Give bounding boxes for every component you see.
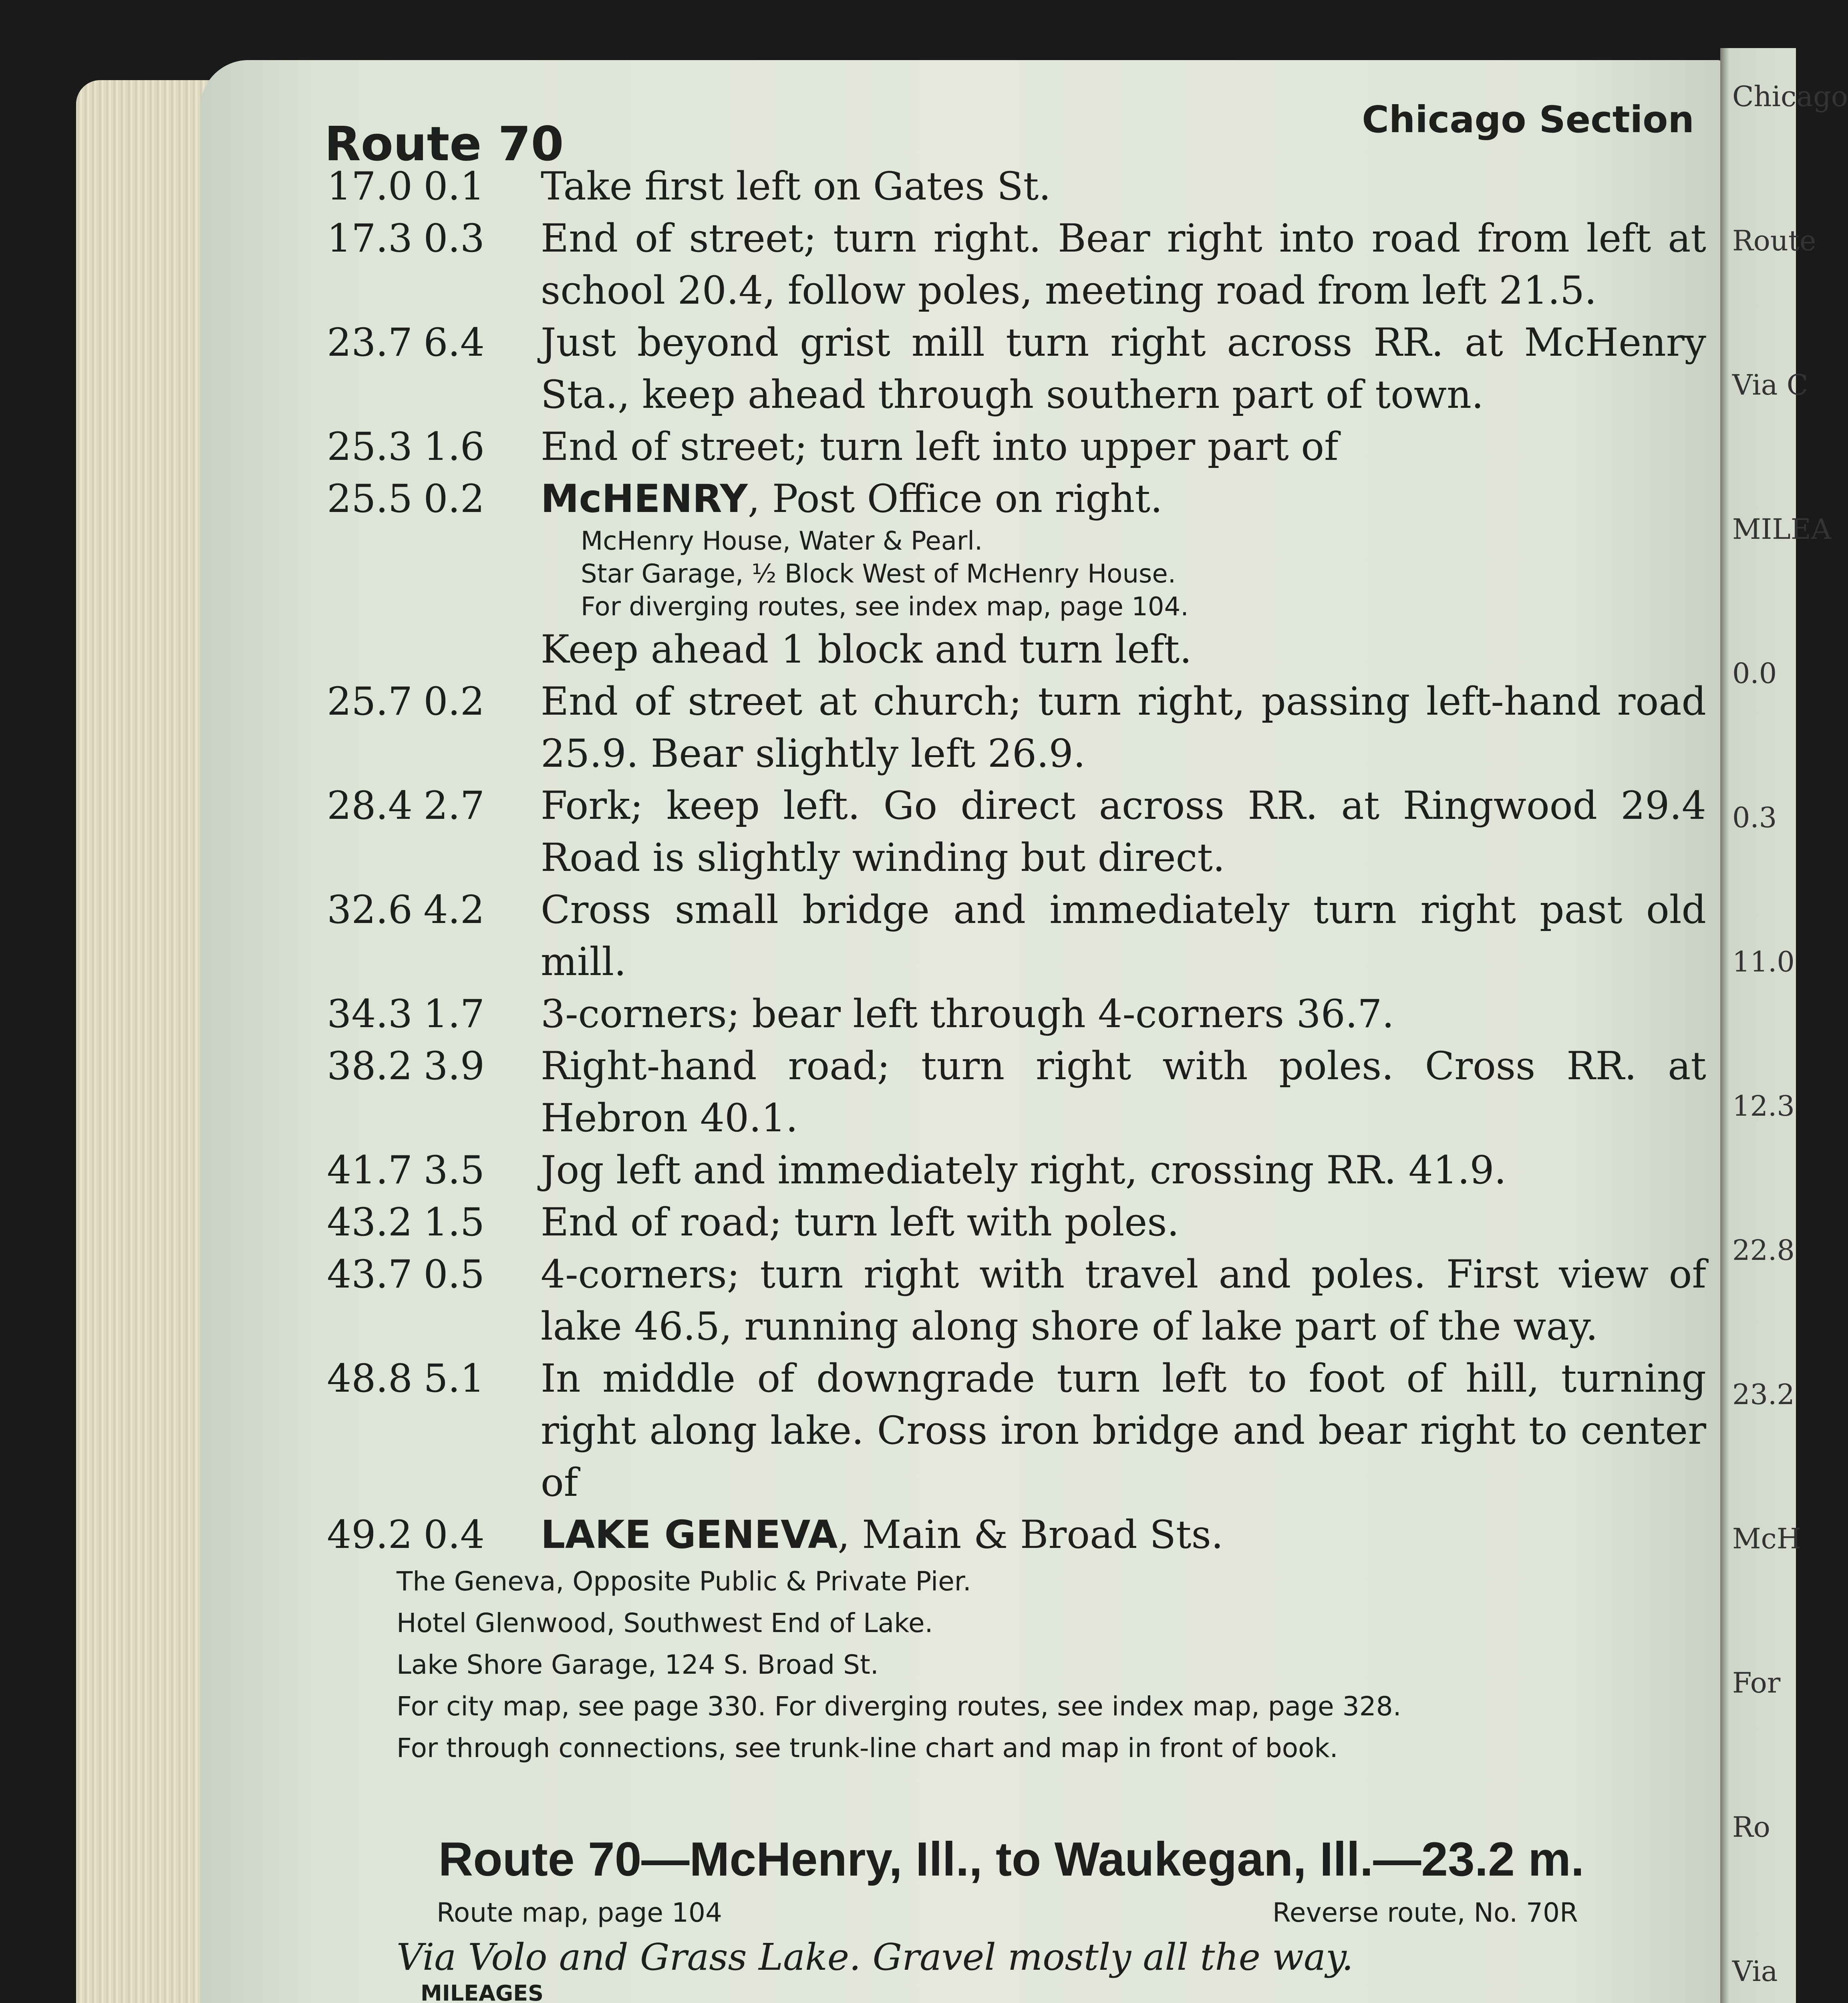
- total-mileage: 32.6: [327, 887, 413, 932]
- note-line: For diverging routes, see index map, page 104.: [581, 592, 1189, 622]
- total-mileage: 43.7: [327, 1252, 413, 1297]
- next-page-sliver: [1720, 48, 1848, 2003]
- next-page-fragment: Chicago: [1732, 80, 1848, 113]
- next-page-fragment: 0.0: [1732, 657, 1777, 690]
- route-map-ref: Route map, page 104: [437, 1897, 722, 1928]
- total-mileage: 48.8: [327, 1356, 413, 1401]
- intermediate-mileage: 5.1: [423, 1356, 485, 1401]
- intermediate-mileage: 0.3: [423, 216, 485, 261]
- intermediate-mileage: 4.2: [423, 887, 485, 932]
- intermediate-mileage: 3.9: [423, 1044, 485, 1088]
- mileage-header: [397, 1981, 1706, 2003]
- note-line: For through connections, see trunk-line chart and map in front of book.: [397, 1733, 1338, 1763]
- note-line: The Geneva, Opposite Public & Private Pier.: [397, 1566, 971, 1597]
- direction-text: Fork; keep left. Go direct across RR. at Ringwood 29.4 Road is slightly winding but direct.: [541, 783, 1706, 880]
- route-entry: [316, 1509, 1706, 1561]
- intermediate-mileage: 3.5: [423, 1148, 485, 1193]
- next-page-fragment: Via C: [1732, 369, 1808, 401]
- total-mileage: 23.7: [327, 320, 413, 365]
- direction-text: End of road; turn left with poles.: [541, 1200, 1180, 1245]
- intermediate-mileage: 1.7: [423, 991, 485, 1036]
- via-line: Via Volo and Grass Lake. Gravel mostly all the way.: [397, 1936, 1353, 1979]
- direction-text: LAKE GENEVA, Main & Broad Sts.: [541, 1512, 1224, 1557]
- intermediate-mileage: 0.4: [423, 1512, 485, 1557]
- intermediate-mileage: 1.5: [423, 1200, 485, 1245]
- mileages-label: MILEAGES: [421, 1981, 544, 2003]
- route-entry: [316, 1040, 1706, 1144]
- direction-text: In middle of downgrade turn left to foot of hill, turning right along lake. Cross iron bridge and bear right to center of: [541, 1356, 1706, 1505]
- total-mileage: 25.7: [327, 679, 413, 724]
- direction-text: Keep ahead 1 block and turn left.: [541, 627, 1192, 672]
- reverse-route-ref: Reverse route, No. 70R: [1272, 1897, 1578, 1928]
- total-mileage: 43.2: [327, 1200, 413, 1245]
- intermediate-mileage: 1.6: [423, 424, 485, 469]
- next-page-fragment: Via: [1732, 1955, 1778, 1988]
- intermediate-mileage: 0.5: [423, 1252, 485, 1297]
- direction-text: Right-hand road; turn right with poles. Cross RR. at Hebron 40.1.: [541, 1044, 1706, 1141]
- total-mileage: 41.7: [327, 1148, 413, 1193]
- route-entry: [316, 1352, 1706, 1509]
- route-entry: [316, 473, 1706, 525]
- note-line: Star Garage, ½ Block West of McHenry House.: [581, 559, 1176, 589]
- total-mileage: 17.0: [327, 164, 413, 209]
- route-entry: [316, 1196, 1706, 1248]
- route-meta: [316, 1889, 1706, 1933]
- route-entry: [316, 1248, 1706, 1352]
- total-mileage: 25.5: [327, 476, 413, 521]
- intermediate-mileage: 0.2: [423, 679, 485, 724]
- page-content: [316, 92, 1706, 2003]
- route-entry: [316, 988, 1706, 1040]
- route-entry: [316, 1144, 1706, 1196]
- note-line: Hotel Glenwood, Southwest End of Lake.: [397, 1608, 933, 1638]
- total-mileage: 28.4: [327, 783, 413, 828]
- page-edges: [76, 80, 220, 2003]
- intermediate-mileage: 2.7: [423, 783, 485, 828]
- direction-text: Cross small bridge and immediately turn right past old mill.: [541, 887, 1706, 984]
- total-mileage: 34.3: [327, 991, 413, 1036]
- next-page-fragment: For: [1732, 1666, 1781, 1699]
- direction-text: End of street; turn right. Bear right into road from left at school 20.4, follow poles, meeting road from left 21.5.: [541, 216, 1706, 313]
- intermediate-mileage: 0.2: [423, 476, 485, 521]
- note-line: McHenry House, Water & Pearl.: [581, 526, 983, 556]
- total-mileage: 25.3: [327, 424, 413, 469]
- route-entry: [316, 675, 1706, 780]
- section-heading: Chicago Section: [1362, 98, 1694, 141]
- intermediate-mileage: 0.1: [423, 164, 485, 209]
- direction-text: 3-corners; bear left through 4-corners 36.7.: [541, 991, 1394, 1036]
- note-line: Lake Shore Garage, 124 S. Broad St.: [397, 1649, 879, 1680]
- route-entry: [316, 884, 1706, 988]
- route-entry: [316, 160, 1706, 212]
- total-mileage: 17.3: [327, 216, 413, 261]
- next-page-fragment: Ro: [1732, 1811, 1770, 1844]
- next-page-fragment: 12.3: [1732, 1090, 1795, 1122]
- direction-text: End of street; turn left into upper part of: [541, 424, 1339, 469]
- intermediate-mileage: 6.4: [423, 320, 485, 365]
- route-entry: [316, 212, 1706, 316]
- route-entry: [316, 316, 1706, 421]
- total-mileage: 38.2: [327, 1044, 413, 1088]
- route-entry: [316, 780, 1706, 884]
- next-page-fragment: 0.3: [1732, 801, 1777, 834]
- next-page-fragment: McH: [1732, 1522, 1801, 1555]
- geneva-notes: [316, 1561, 1706, 1769]
- total-mileage: 49.2: [327, 1512, 413, 1557]
- direction-text: End of street at church; turn right, passing left-hand road 25.9. Bear slightly left 26.9.: [541, 679, 1706, 776]
- direction-text: Take first left on Gates St.: [541, 164, 1051, 209]
- mchenry-notes: [316, 525, 1706, 623]
- route-heading: Route 70: [324, 116, 564, 171]
- next-page-fragment: Route: [1732, 224, 1816, 257]
- direction-text: Just beyond grist mill turn right across RR. at McHenry Sta., keep ahead through southern part of town.: [541, 320, 1706, 417]
- running-header: [316, 92, 1706, 171]
- route-title: Route 70—McHenry, Ill., to Waukegan, Ill.—23.2 m.: [438, 1832, 1584, 1886]
- next-page-fragment: 22.8: [1732, 1234, 1795, 1267]
- direction-text: McHENRY, Post Office on right.: [541, 476, 1163, 521]
- direction-text: Jog left and immediately right, crossing RR. 41.9.: [541, 1148, 1507, 1193]
- note-line: For city map, see page 330. For diverging routes, see index map, page 328.: [397, 1691, 1401, 1722]
- next-page-fragment: 11.0: [1732, 945, 1795, 978]
- next-page-fragment: MILEA: [1732, 513, 1832, 546]
- route-entry: [316, 421, 1706, 473]
- direction-text: 4-corners; turn right with travel and poles. First view of lake 46.5, running along shore of lake part of the way.: [541, 1252, 1706, 1349]
- next-page-fragment: 23.2: [1732, 1378, 1795, 1411]
